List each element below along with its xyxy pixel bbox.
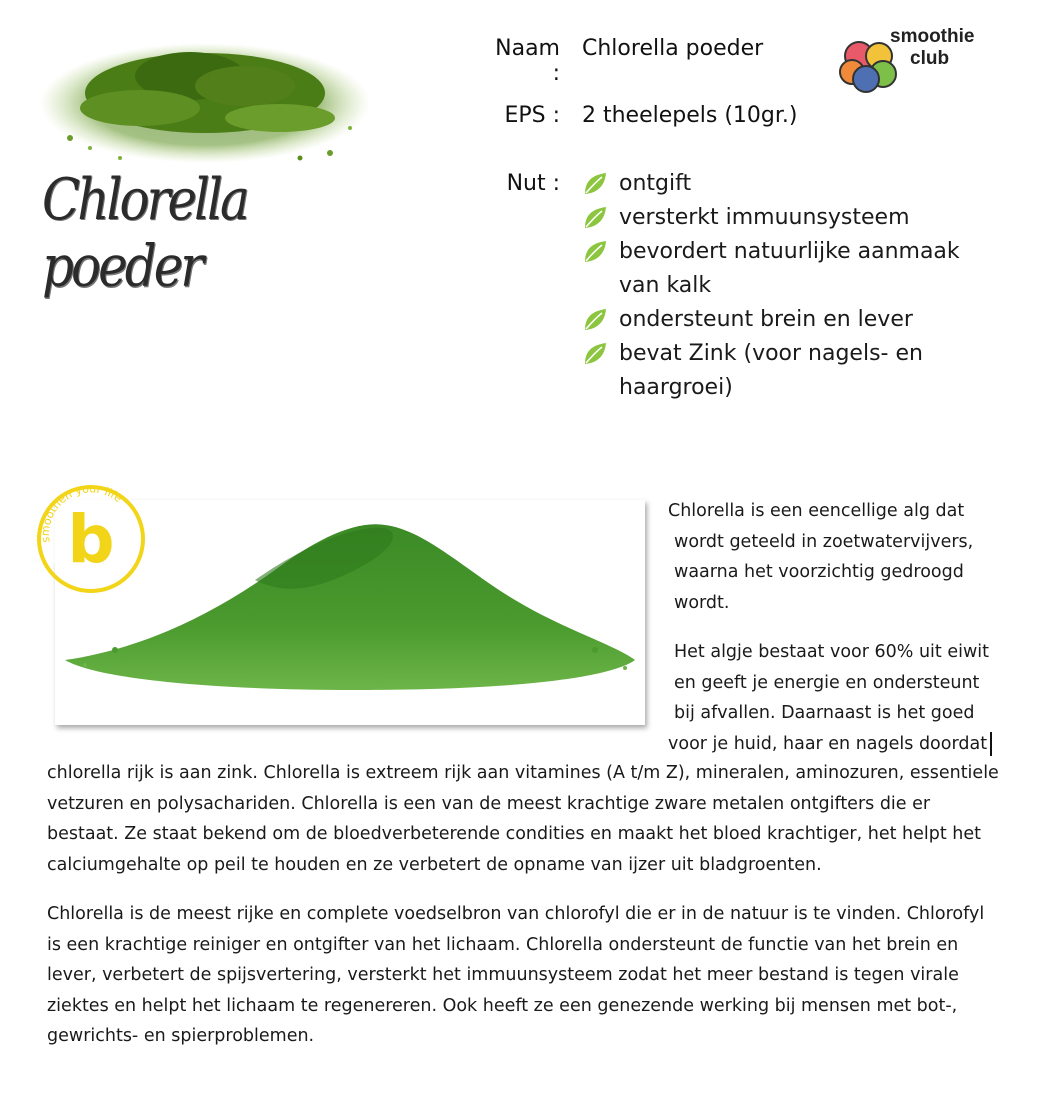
text-line: ziektes en helpt het lichaam te regenereren. Ook heeft ze een genezende werking bij mensen met bot-, (47, 995, 958, 1016)
logo-text (890, 26, 974, 70)
text-line: waarna het voorzichtig gedroogd (674, 562, 964, 582)
leaf-icon (582, 341, 608, 367)
eps-value: 2 theelepels (10gr.) (582, 103, 798, 128)
text-line: is een krachtige reiniger en ontgifter van het lichaam. Chlorella ondersteunt de functie van het brein en (47, 934, 959, 955)
benefit-label: ontgift (619, 171, 692, 196)
benefit-item (582, 235, 999, 303)
text-cursor (990, 732, 992, 756)
nut-label: Nut : (506, 171, 560, 196)
b-stamp-icon (32, 480, 150, 598)
header-image-title: Chlorella poeder (42, 166, 247, 300)
header-image (30, 28, 380, 300)
logo-line-2: club (910, 48, 950, 69)
b-stamp (32, 480, 150, 598)
leaf-icon (582, 239, 608, 265)
side-paragraph-1 (668, 496, 1008, 618)
text-line: bestaat. Ze staat bekend om de bloedverbeterende condities en maakt het bloed krachtiger, het helpt het (47, 824, 981, 844)
text-line: voor je huid, haar en nagels doordat (668, 733, 988, 754)
text-line: vetzuren en polysachariden. Chlorella is een van de meest krachtige zware metalen ontgifters die er (47, 793, 931, 814)
text-line: en geeft je energie en ondersteunt (674, 672, 980, 693)
stamp-text: smoothen your life (38, 482, 125, 544)
text-line: wordt geteeld in zoetwatervijvers, (674, 531, 974, 552)
leaf-icon (582, 205, 608, 231)
benefit-label: ondersteunt brein en lever (619, 307, 913, 332)
benefit-label: bevordert natuurlijke aanmaak van kalk (619, 239, 960, 298)
naam-value: Chlorella poeder (582, 36, 764, 61)
leaf-icon (582, 307, 608, 333)
text-line: wordt. (674, 592, 730, 613)
main-paragraph-1 (47, 758, 1007, 880)
stamp-letter: b (67, 501, 115, 578)
benefit-item (582, 337, 999, 405)
text-line: gewrichts- en spierproblemen. (47, 1026, 315, 1046)
text-line: Chlorella is de meest rijke en complete voedselbron van chlorofyl die er in de natuur is te vinden. Chlorofyl (47, 904, 985, 924)
benefit-item (582, 303, 999, 337)
text-line: calciumgehalte op peil te houden en ze verbetert de opname van ijzer uit bladgroenten. (47, 854, 822, 875)
text-line: Chlorella is een eencellige alg dat (668, 501, 965, 521)
benefit-item (582, 201, 999, 235)
smoothie-club-logo (835, 24, 995, 104)
text-line: Het algje bestaat voor 60% uit eiwit (674, 642, 989, 662)
leaf-icon (582, 171, 608, 197)
eps-label: EPS : (504, 103, 560, 128)
main-paragraphs (47, 758, 1007, 1052)
text-line: bij afvallen. Daarnaast is het goed (674, 703, 975, 723)
main-paragraph-2 (47, 899, 1007, 1052)
logo-line-1: smoothie (890, 26, 975, 47)
benefit-list (582, 167, 999, 405)
benefit-label: versterkt immuunsysteem (619, 205, 910, 230)
benefit-item (582, 167, 999, 201)
side-paragraph-2 (668, 637, 1008, 759)
text-line: lever, verbetert de spijsvertering, versterkt het immuunsysteem zodat het meer bestand is tegen virale (47, 965, 959, 985)
naam-label: Naam : (495, 36, 560, 86)
side-paragraphs (668, 496, 1008, 759)
text-line: chlorella rijk is aan zink. Chlorella is extreem rijk aan vitamines (A t/m Z), mineralen, aminozuren, essentiele (47, 763, 999, 783)
benefit-label: bevat Zink (voor nagels- en haargroei) (619, 341, 923, 400)
text-line-with-cursor (668, 729, 1008, 760)
